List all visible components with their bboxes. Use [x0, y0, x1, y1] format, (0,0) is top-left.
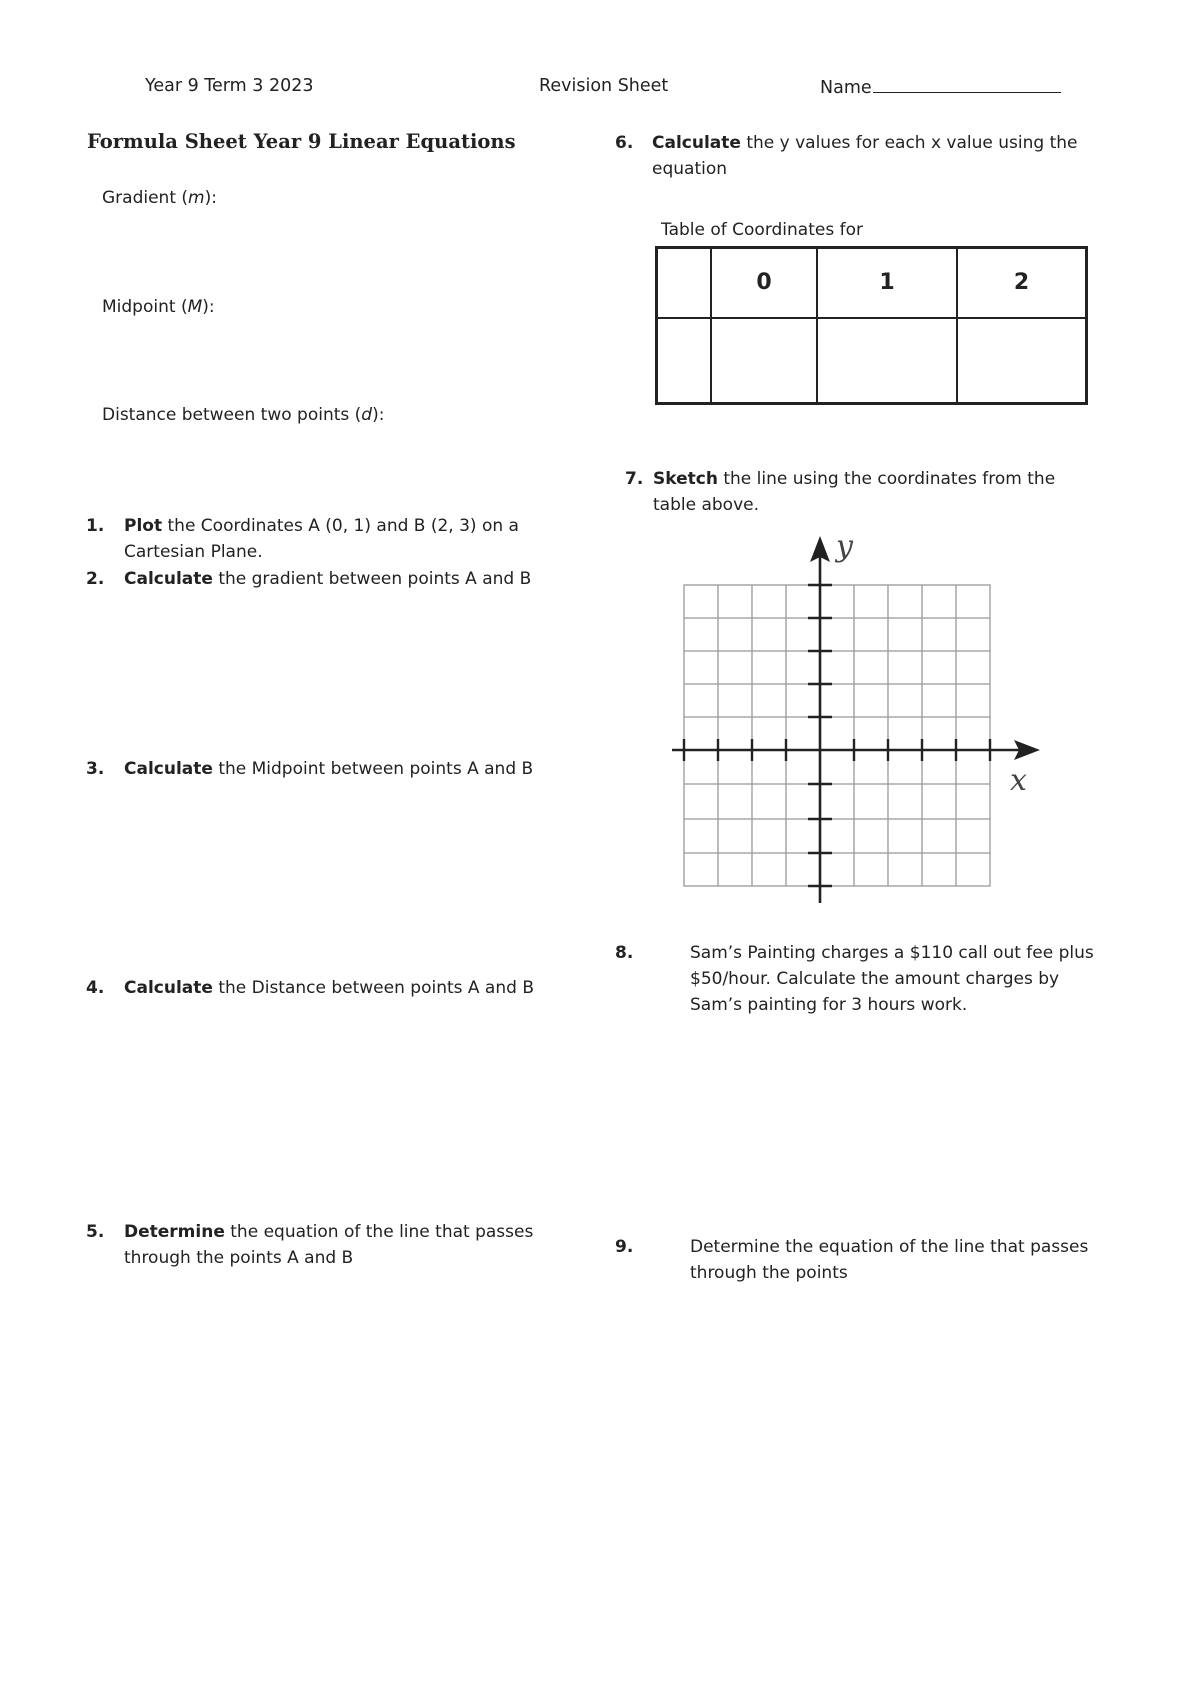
question-5: 5. Determine the equation of the line that passes through the points A and B [86, 1222, 534, 1268]
header-title: Revision Sheet [539, 76, 669, 96]
gradient-label: Gradient (m): [102, 188, 217, 208]
question-4: 4. Calculate the Distance between points A and B [86, 978, 534, 998]
table-answer-cell[interactable] [711, 318, 817, 404]
y-axis-label: y [836, 529, 853, 564]
question-6: 6. Calculate the y values for each x value using the equation [615, 133, 1078, 179]
formula-sheet-title: Formula Sheet Year 9 Linear Equations [87, 130, 516, 153]
question-1: 1. Plot the Coordinates A (0, 1) and B (2, 3) on a Cartesian Plane. [86, 516, 519, 562]
question-3: 3. Calculate the Midpoint between points A and B [86, 759, 534, 779]
table-caption: Table of Coordinates for [661, 220, 863, 240]
distance-label: Distance between two points (d): [102, 405, 385, 425]
cartesian-plane[interactable] [660, 528, 1060, 908]
question-8: 8. Sam’s Painting charges a $110 call out fee plus $50/hour. Calculate the amount charges by Sam’s painting for 3 hours work. [615, 943, 1094, 1015]
table-answer-cell[interactable] [957, 318, 1087, 404]
question-7: 7. Sketch the line using the coordinates from the table above. [625, 469, 1056, 515]
question-2: 2. Calculate the gradient between points A and B [86, 569, 532, 589]
axes [672, 546, 1030, 903]
name-label: Name [820, 78, 872, 98]
name-blank-line [873, 76, 1061, 93]
x-axis-label: x [1010, 763, 1027, 798]
header-year-term: Year 9 Term 3 2023 [145, 76, 314, 96]
table-header-cell: 0 [711, 248, 817, 318]
question-9: 9. Determine the equation of the line that passes through the points [615, 1237, 1089, 1283]
table-header-cell [657, 248, 712, 318]
table-header-cell: 2 [957, 248, 1087, 318]
name-field[interactable] [820, 76, 1061, 98]
midpoint-label: Midpoint (M): [102, 297, 215, 317]
table-answer-cell[interactable] [817, 318, 957, 404]
coordinates-table [655, 246, 1088, 405]
table-answer-cell[interactable] [657, 318, 712, 404]
grid [684, 585, 990, 886]
table-header-cell: 1 [817, 248, 957, 318]
